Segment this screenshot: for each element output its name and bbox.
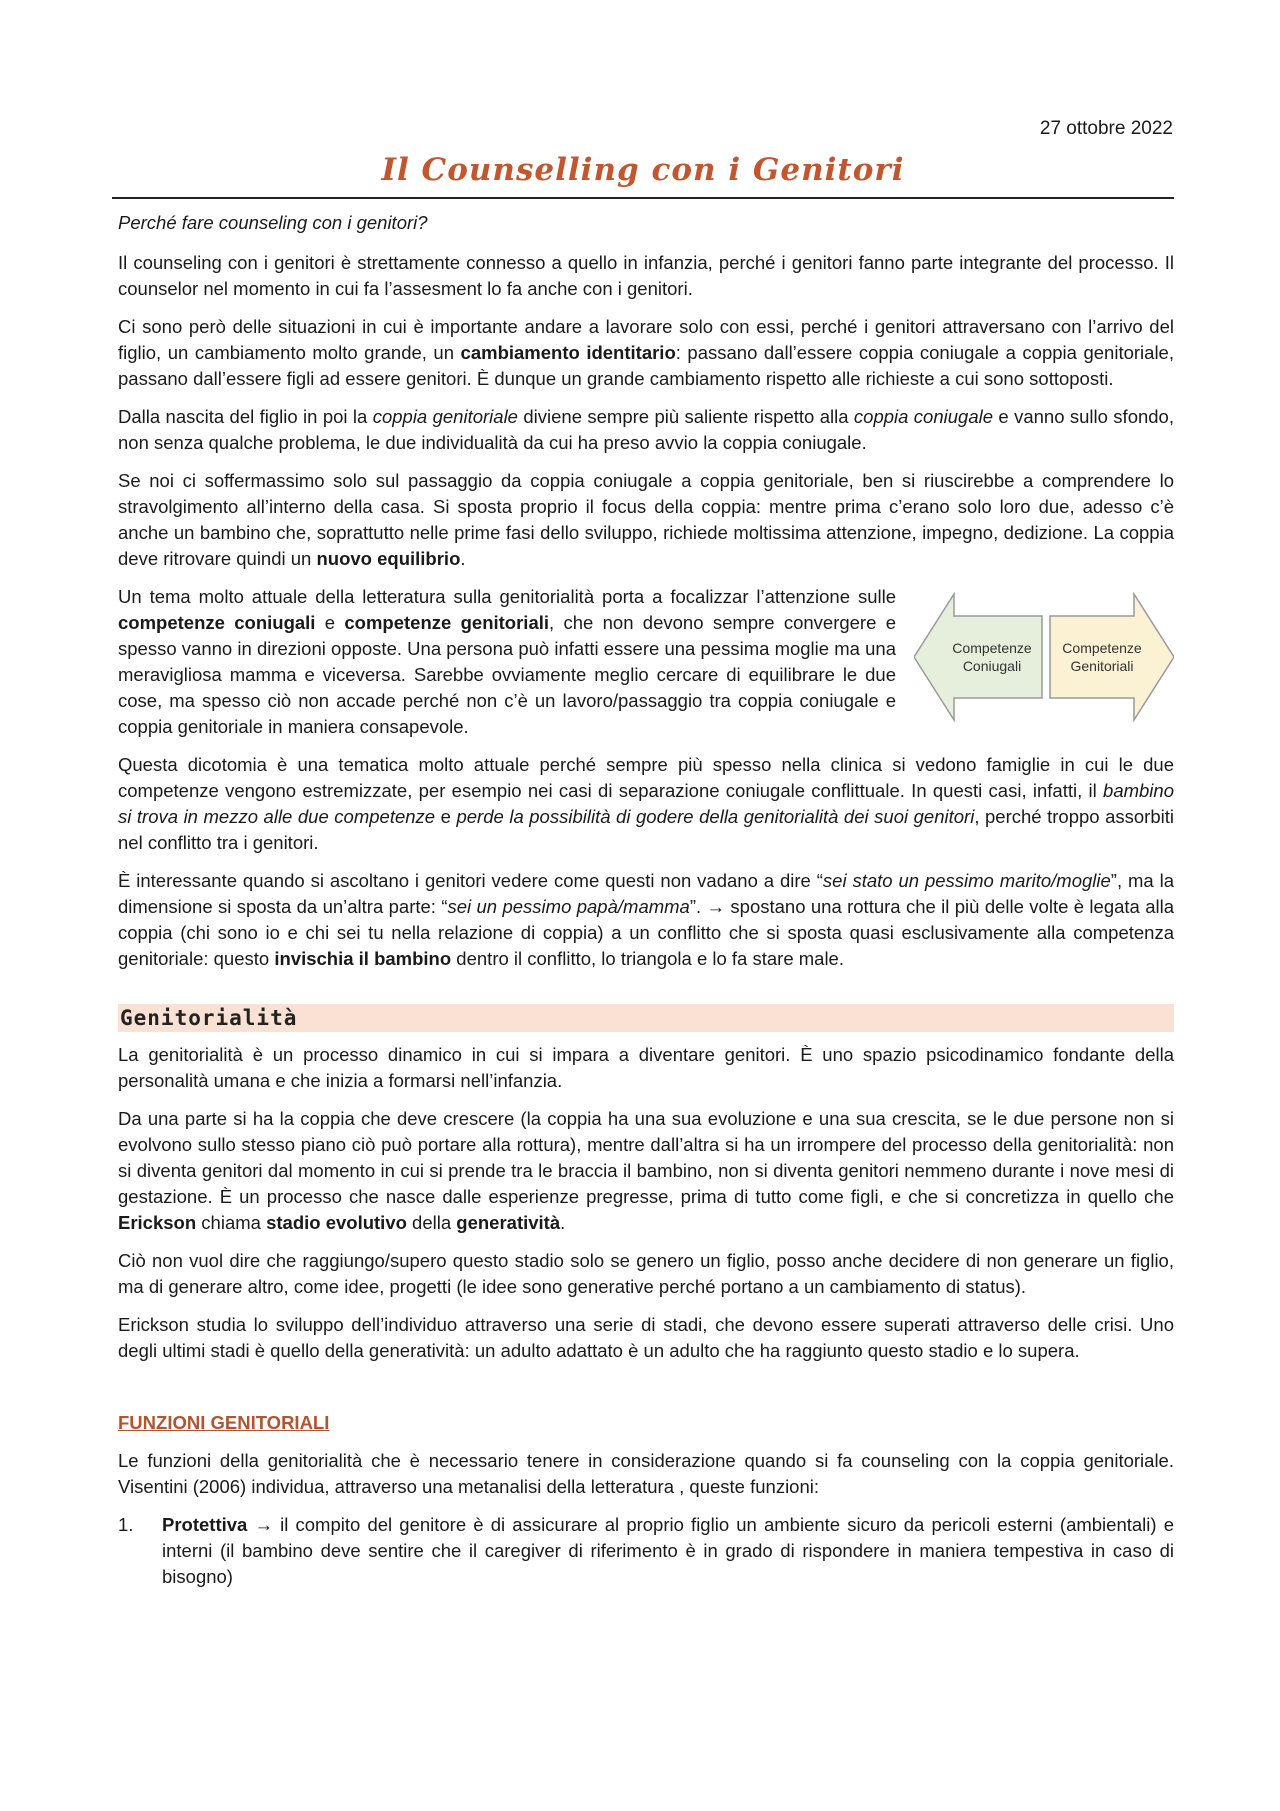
paragraph: Ciò non vuol dire che raggiungo/supero questo stadio solo se genero un figlio, posso anche decidere di non generare un figlio, ma di generare altro, come idee, progetti (le idee sono generative perché portano a un cambiamento di status).: [118, 1250, 1174, 1297]
right-arrow-genitoriali: [1050, 594, 1174, 720]
paragraph: La genitorialità è un processo dinamico in cui si impara a diventare genitori. È uno spazio psicodinamico fondante della personalità umana e che inizia a formarsi nell’infanzia.: [118, 1044, 1174, 1091]
intro-question: Perché fare counseling con i genitori?: [118, 212, 428, 233]
right-label-line1: Competenze: [1062, 640, 1142, 656]
competences-diagram: [914, 592, 1174, 722]
paragraph: Da una parte si ha la coppia che deve crescere (la coppia ha una sua evoluzione e una sua crescita, se le due persone non si evolvono sullo stesso piano ciò può portare alla rottura), mentre dall’altra si ha un irrompere del processo della genitorialità: non si diventa genitori dal momento in cui si prende tra le braccia il bambino, non si diventa genitori nemmeno durante i nove mesi di gestazione. È un processo che nasce dalle esperienze pregresse, prima di tutto come figli, e che si concretizza in quello che Erickson chiama stadio evolutivo della generatività.: [118, 1108, 1174, 1233]
text-with-figure: [118, 584, 1174, 740]
title-rule: [112, 197, 1174, 199]
paragraph: Il counseling con i genitori è strettamente connesso a quello in infanzia, perché i genitori fanno parte integrante del processo. Il counselor nel momento in cui fa l’assesment lo fa anche con i genitori.: [118, 252, 1174, 299]
list-text: Protettiva → il compito del genitore è di assicurare al proprio figlio un ambiente sicuro da pericoli esterni (ambientali) e interni (il bambino deve sentire che il caregiver di riferimento è in grado di rispondere in maniera tempestiva in caso di bisogno): [162, 1514, 1175, 1587]
paragraph: Un tema molto attuale della letteratura sulla genitorialità porta a focalizzar l’attenzione sulle competenze coniugali e competenze genitoriali, che non devono sempre convergere e spesso vanno in direzioni opposte. Una persona può infatti essere una pessima moglie ma una meravigliosa mamma e viceversa. Sarebbe ovviamente meglio cercare di equilibrare le due cose, ma spesso ciò non accade perché non c’è un lavoro/passaggio tra coppia coniugale e coppia genitoriale in maniera consapevole.: [118, 586, 896, 737]
paragraph: È interessante quando si ascoltano i genitori vedere come questi non vadano a dire “sei stato un pessimo marito/moglie”, ma la dimensione si sposta da un’altra parte: “sei un pessimo papà/mamma”. → spostano una rottura che il più delle volte è legata alla coppia (chi sono io e chi sei tu nella relazione di coppia) a un conflitto che si sposta quasi esclusivamente alla competenza genitoriale: questo invischia il bambino dentro il conflitto, lo triangola e lo fa stare male.: [118, 870, 1175, 969]
arrows-svg: [914, 592, 1174, 722]
left-label-line1: Competenze: [952, 640, 1032, 656]
paragraph: Erickson studia lo sviluppo dell’individuo attraverso una serie di stadi, che devono essere superati attraverso delle crisi. Uno degli ultimi stadi è quello della generatività: un adulto adattato è un adulto che ha raggiunto questo stadio e lo supera.: [118, 1314, 1174, 1361]
section-heading-bar: [118, 1004, 1174, 1032]
paragraph: Dalla nascita del figlio in poi la coppia genitoriale diviene sempre più saliente rispetto alla coppia coniugale e vanno sullo sfondo, non senza qualche problema, le due individualità da cui ha preso avvio la coppia coniugale.: [118, 406, 1174, 453]
left-arrow-coniugali: [914, 594, 1042, 720]
left-label-line2: Coniugali: [962, 658, 1022, 674]
list-number: 1.: [118, 1514, 134, 1535]
functions-heading: FUNZIONI GENITORIALI: [118, 1412, 330, 1433]
paragraph: Questa dicotomia è una tematica molto attuale perché sempre più spesso nella clinica si vedono famiglie in cui le due competenze vengono estremizzate, per esempio nei casi di separazione coniugale conflittuale. In questi casi, infatti, il bambino si trova in mezzo alle due competenze e perde la possibilità di godere della genitorialità dei suoi genitori, perché troppo assorbiti nel conflitto tra i genitori.: [118, 754, 1174, 853]
arrow-right-icon: →: [254, 1514, 273, 1535]
right-label-line2: Genitoriali: [1070, 658, 1134, 674]
paragraph: Se noi ci soffermassimo solo sul passaggio da coppia coniugale a coppia genitoriale, ben si riuscirebbe a comprendere lo stravolgimento all’interno della casa. Si sposta proprio il focus della coppia: mentre prima c’erano solo loro due, adesso c’è anche un bambino che, soprattutto nelle prime fasi dello sviluppo, richiede moltissima attenzione, impegno, dedizione. La coppia deve ritrovare quindi un nuovo equilibrio.: [118, 470, 1174, 569]
page-title: Il Counselling con i Genitori: [381, 152, 905, 188]
paragraph: Ci sono però delle situazioni in cui è importante andare a lavorare solo con essi, perché i genitori attraversano con l’arrivo del figlio, un cambiamento molto grande, un cambiamento identitario: passano dall’essere coppia coniugale a coppia genitoriale, passano dall’essere figli ad essere genitori. È dunque un grande cambiamento rispetto alle richieste a cui sono sottoposti.: [118, 316, 1174, 389]
document-body: [118, 210, 1174, 1590]
list-item: [118, 1512, 1174, 1590]
section-heading: Genitorialità: [120, 1006, 298, 1030]
paragraph: Le funzioni della genitorialità che è necessario tenere in considerazione quando si fa counseling con la coppia genitoriale. Visentini (2006) individua, attraverso una metanalisi della letteratura , queste funzioni:: [118, 1450, 1174, 1497]
document-date: 27 ottobre 2022: [1039, 118, 1173, 139]
